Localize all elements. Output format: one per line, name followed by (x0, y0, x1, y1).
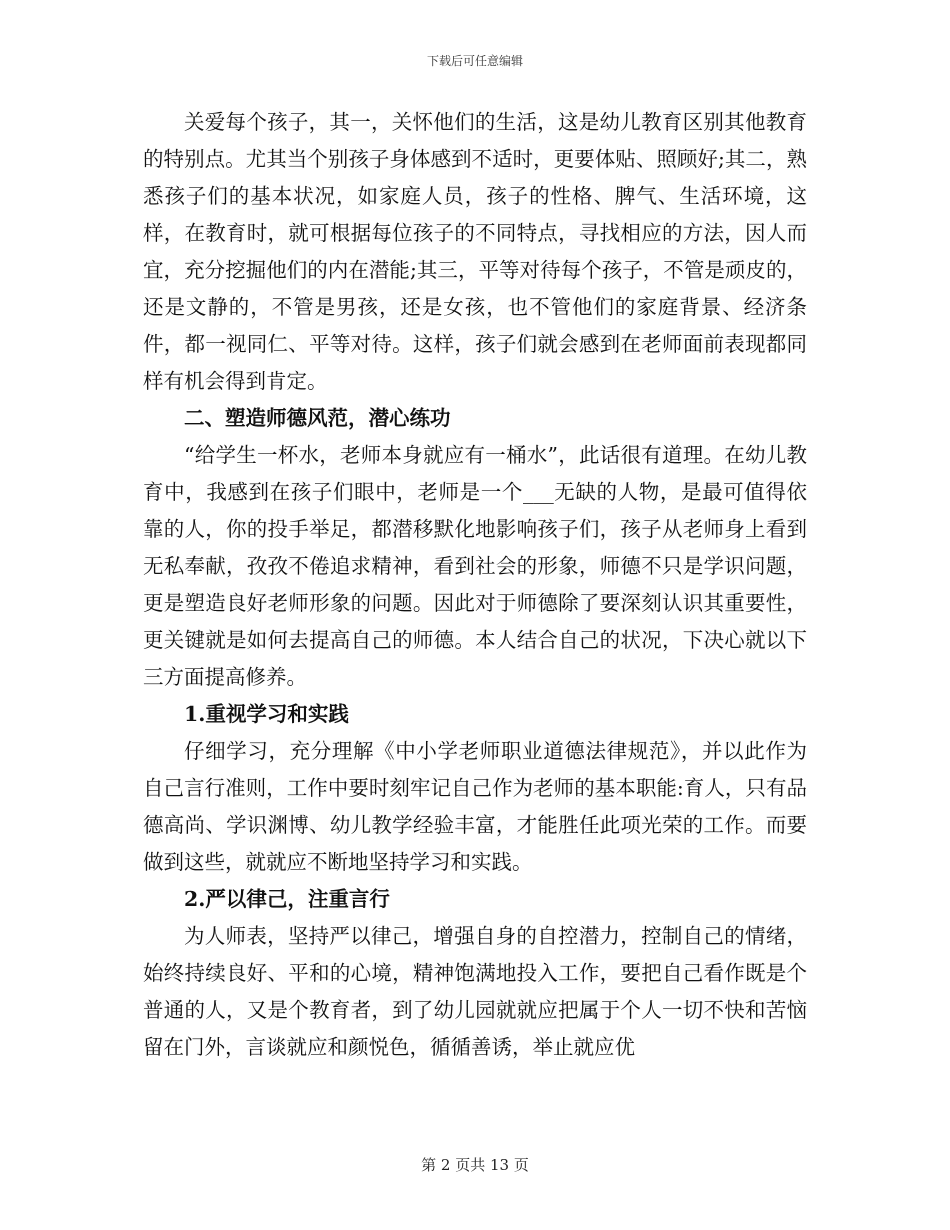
document-body (143, 104, 807, 1066)
subheading-study-practice: 1.重视学习和实践 (184, 702, 349, 726)
paragraph-self-discipline: 为人师表，坚持严以律己，增强自身的自控潜力，控制自己的情绪，始终持续良好、平和的心境，精神饱满地投入工作，要把自己看作既是个普通的人，又是个教育者，到了幼儿园就就应把属于个人一切不快和苦恼留在门外，言谈就应和颜悦色，循循善诱，举止就应优 (143, 924, 807, 1059)
page-footer: 第 2 页共 13 页 (421, 1156, 529, 1174)
paragraph-bucket-of-water: “给学生一杯水，老师本身就应有一桶水”，此话很有道理。在幼儿教育中，我感到在孩子们眼中，老师是一个___无缺的人物，是最可值得依靠的人，你的投手举足，都潜移默化地影响孩子们，孩子从老师身上看到无私奉献，孜孜不倦追求精神，看到社会的形象，师德不只是学识问题，更是塑造良好老师形象的问题。因此对于师德除了要深刻认识其重要性，更关键就是如何去提高自己的师德。本人结合自己的状况，下决心就以下三方面提高修养。 (143, 443, 807, 689)
subheading-self-discipline: 2.严以律己，注重言行 (184, 887, 390, 911)
page-header: 下载后可任意编辑 (426, 54, 523, 68)
paragraph-care-children: 关爱每个孩子，其一，关怀他们的生活，这是幼儿教育区别其他教育的特别点。尤其当个别孩子身体感到不适时，更要体贴、照顾好;其二，熟悉孩子们的基本状况，如家庭人员，孩子的性格、脾气、生活环境，这样，在教育时，就可根据每位孩子的不同特点，寻找相应的方法，因人而宜，充分挖掘他们的内在潜能;其三，平等对待每个孩子，不管是顽皮的，还是文静的，不管是男孩，还是女孩，也不管他们的家庭背景、经济条件，都一视同仁、平等对待。这样，孩子们就会感到在老师面前表现都同样有机会得到肯定。 (143, 110, 807, 393)
paragraph-study-practice: 仔细学习，充分理解《中小学老师职业道德法律规范》，并以此作为自己言行准则，工作中要时刻牢记自己作为老师的基本职能:育人，只有品德高尚、学识渊博、幼儿教学经验丰富，才能胜任此项光荣的工作。而要做到这些，就就应不断地坚持学习和实践。 (143, 739, 807, 874)
section-heading-teacher-ethics: 二、塑造师德风范，潜心练功 (184, 406, 451, 430)
